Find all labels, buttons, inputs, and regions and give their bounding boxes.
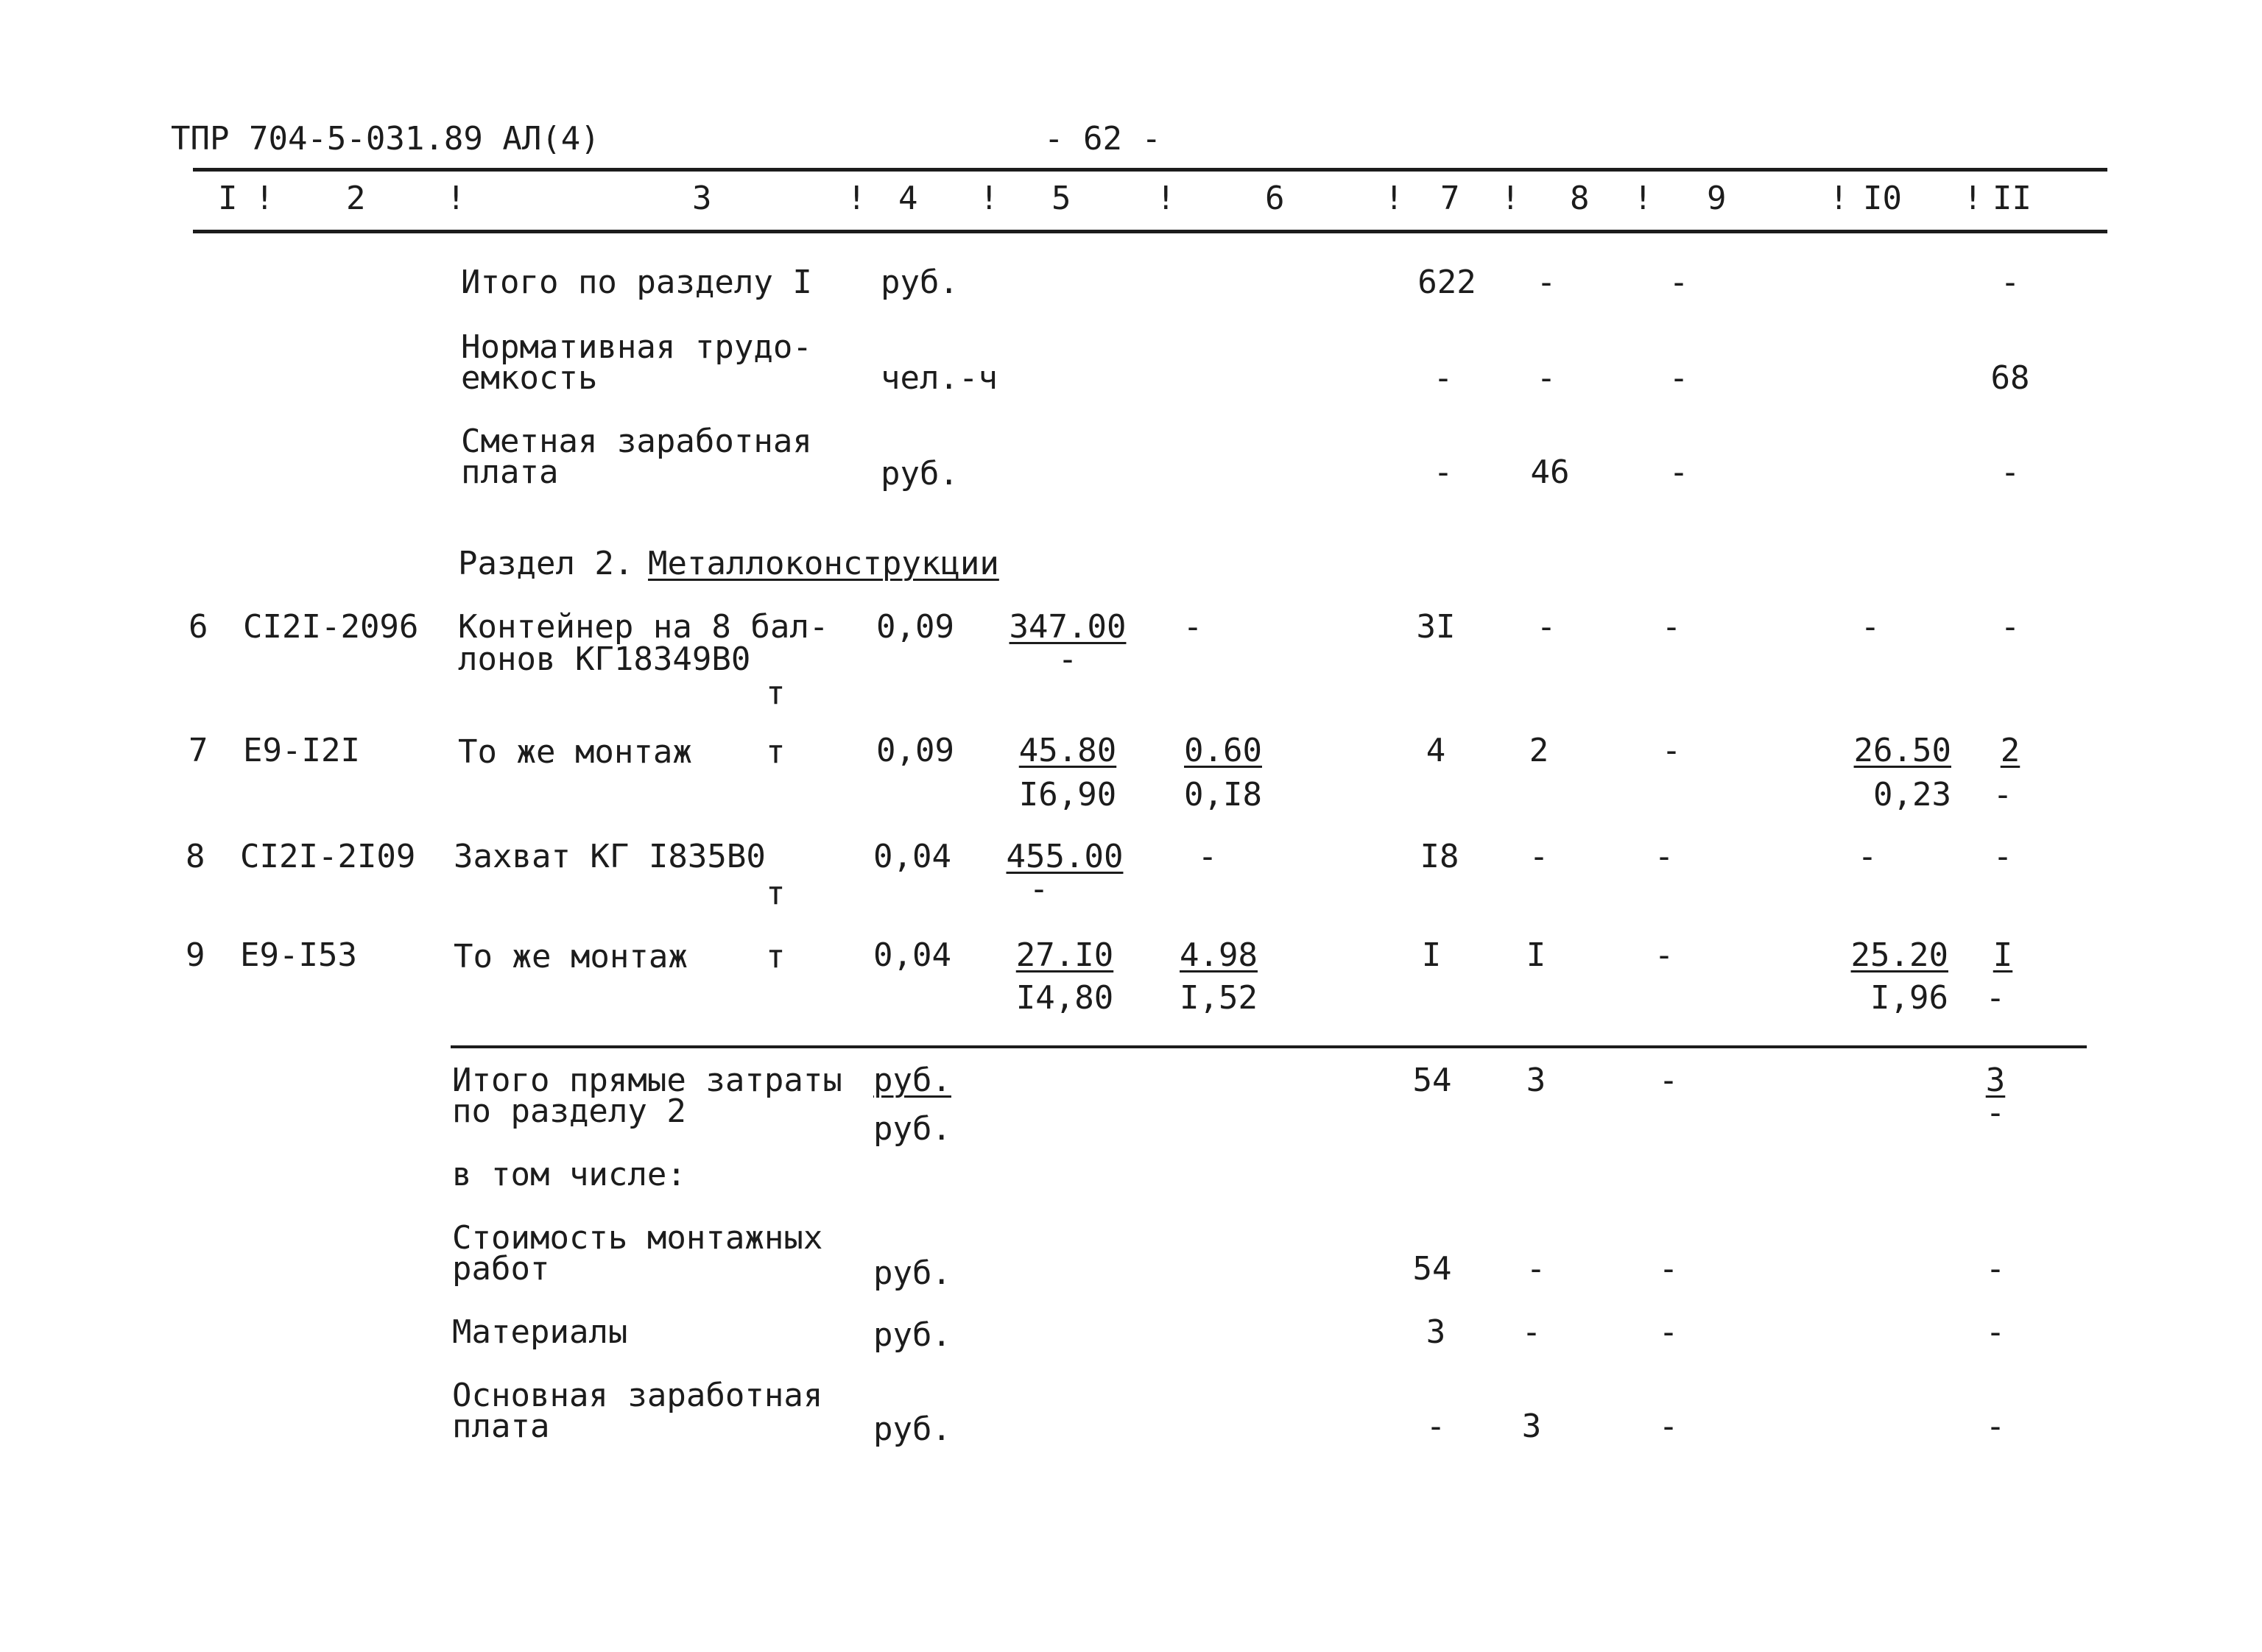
col8-value: 3 xyxy=(1526,1062,1546,1099)
col7-value: - xyxy=(1433,359,1454,397)
quantity: 0,09 xyxy=(876,732,954,769)
column-separator: ! xyxy=(255,180,275,217)
col11-bottom: - xyxy=(1993,776,2013,813)
col8-value: - xyxy=(1536,608,1557,646)
col11-bottom: - xyxy=(1985,1094,2006,1132)
item-name: То же монтаж xyxy=(458,733,692,771)
col5-bottom: - xyxy=(1029,870,1049,908)
item-name-cont: по разделу 2 xyxy=(452,1092,686,1130)
col8-value: I xyxy=(1526,936,1546,974)
col11-value: - xyxy=(2000,453,2020,491)
unit: чел.-ч xyxy=(881,359,998,397)
item-name-cont: плата xyxy=(452,1408,550,1445)
col9-value: - xyxy=(1658,1062,1679,1099)
col7-value: 4 xyxy=(1426,732,1446,769)
quantity: 0,04 xyxy=(873,838,951,875)
column-number-2: 2 xyxy=(346,180,366,217)
column-separator: ! xyxy=(1384,180,1404,217)
col7-value: I8 xyxy=(1420,838,1459,875)
including-label: в том числе: xyxy=(452,1156,686,1193)
col11-value: - xyxy=(1985,1408,2006,1445)
column-number-8: 8 xyxy=(1570,180,1590,217)
column-number-11: II xyxy=(1993,180,2032,217)
column-separator: ! xyxy=(1501,180,1521,217)
col9-value: - xyxy=(1669,264,1689,301)
col11-top: - xyxy=(1993,838,2013,875)
unit: руб. xyxy=(873,1411,951,1448)
unit: т xyxy=(766,733,786,771)
col7-value: - xyxy=(1426,1408,1446,1445)
col10-top: 26.50 xyxy=(1853,732,1951,769)
row-number: 7 xyxy=(188,732,208,769)
item-name: Контейнер на 8 бал- xyxy=(458,608,829,646)
unit: т xyxy=(766,674,786,712)
row-number: 6 xyxy=(188,608,208,646)
item-name: Итого прямые затраты xyxy=(452,1062,842,1099)
item-name: Сметная заработная xyxy=(461,423,812,460)
col5-bottom: I4,80 xyxy=(1015,979,1114,1017)
item-name: Основная заработная xyxy=(452,1377,823,1414)
col8-value: 46 xyxy=(1530,453,1570,491)
column-separator: ! xyxy=(979,180,999,217)
col6-bottom: I,52 xyxy=(1180,979,1258,1017)
col9-value: - xyxy=(1658,1313,1679,1351)
document-code: ТПР 704-5-031.89 АЛ(4) xyxy=(171,120,600,158)
col5-bottom: I6,90 xyxy=(1018,776,1117,813)
section-prefix: Раздел 2. xyxy=(458,545,634,582)
column-separator: ! xyxy=(446,180,466,217)
item-name: Стоимость монтажных xyxy=(452,1219,823,1257)
unit-top: руб. xyxy=(873,1062,951,1099)
item-name: Материалы xyxy=(452,1313,628,1351)
column-separator: ! xyxy=(1156,180,1176,217)
col11-top: - xyxy=(2000,608,2020,646)
header-bottom-rule xyxy=(193,230,2107,233)
unit: руб. xyxy=(873,1316,951,1354)
col5-top: 27.I0 xyxy=(1015,936,1114,974)
rate-code: CI2I-2096 xyxy=(243,608,419,646)
column-separator: ! xyxy=(847,180,867,217)
col10-bottom: 0,23 xyxy=(1873,776,1951,813)
col8-value: - xyxy=(1521,1313,1542,1351)
col7-value: 54 xyxy=(1412,1250,1452,1288)
col10-top: 25.20 xyxy=(1850,936,1948,974)
row-number: 8 xyxy=(186,838,205,875)
col9-value: - xyxy=(1661,608,1682,646)
col8-value: - xyxy=(1529,838,1549,875)
col11-bottom: - xyxy=(1985,979,2006,1017)
column-number-10: I0 xyxy=(1863,180,1902,217)
col7-value: 3 xyxy=(1426,1313,1446,1351)
row-number: 9 xyxy=(186,936,205,974)
page-number: - 62 - xyxy=(1044,120,1161,158)
unit: руб. xyxy=(881,264,959,301)
col11-value: - xyxy=(2000,264,2020,301)
col8-value: - xyxy=(1526,1250,1546,1288)
col7-value: 54 xyxy=(1412,1062,1452,1099)
col7-value: 3I xyxy=(1416,608,1456,646)
column-number-4: 4 xyxy=(898,180,918,217)
col6-top: - xyxy=(1197,838,1218,875)
column-number-7: 7 xyxy=(1440,180,1460,217)
col9-value: - xyxy=(1658,1408,1679,1445)
col5-bottom: - xyxy=(1057,640,1078,678)
rate-code: E9-I53 xyxy=(240,936,357,974)
col7-value: 622 xyxy=(1417,264,1476,301)
col10-top: - xyxy=(1857,838,1878,875)
col5-top: 45.80 xyxy=(1018,732,1117,769)
col8-value: - xyxy=(1536,359,1557,397)
rate-code: CI2I-2I09 xyxy=(240,838,416,875)
col8-value: - xyxy=(1536,264,1557,301)
item-name-cont: лонов КГ18349В0 xyxy=(458,640,751,678)
rate-code: E9-I2I xyxy=(243,732,360,769)
col11-top: I xyxy=(1993,936,2013,974)
col9-value: - xyxy=(1661,732,1682,769)
section2-totals-rule xyxy=(451,1045,2087,1048)
col11-value: - xyxy=(1985,1313,2006,1351)
item-name-cont: плата xyxy=(461,453,559,491)
col10-top: - xyxy=(1860,608,1881,646)
col9-value: - xyxy=(1654,936,1674,974)
column-separator: ! xyxy=(1963,180,1983,217)
quantity: 0,04 xyxy=(873,936,951,974)
col10-bottom: I,96 xyxy=(1870,979,1948,1017)
column-number-6: 6 xyxy=(1265,180,1285,217)
column-separator: ! xyxy=(1633,180,1653,217)
item-name: То же монтаж xyxy=(454,938,688,975)
item-name: Захват КГ I835В0 xyxy=(454,838,766,875)
unit: т xyxy=(766,875,786,912)
col9-value: - xyxy=(1654,838,1674,875)
column-number-1: I xyxy=(218,180,238,217)
quantity: 0,09 xyxy=(876,608,954,646)
col9-value: - xyxy=(1669,359,1689,397)
col11-top: 3 xyxy=(1985,1062,2006,1099)
column-separator: ! xyxy=(1829,180,1849,217)
header-top-rule xyxy=(193,168,2107,172)
col7-value: I xyxy=(1421,936,1442,974)
col6-top: - xyxy=(1183,608,1203,646)
col6-bottom: 0,I8 xyxy=(1184,776,1262,813)
col5-top: 455.00 xyxy=(1006,838,1124,875)
item-name-cont: работ xyxy=(452,1250,550,1288)
column-number-9: 9 xyxy=(1707,180,1727,217)
col11-value: - xyxy=(1985,1250,2006,1288)
section-title: Металлоконструкции xyxy=(648,545,999,582)
column-number-3: 3 xyxy=(692,180,712,217)
col5-top: 347.00 xyxy=(1009,608,1127,646)
col6-top: 0.60 xyxy=(1184,732,1262,769)
item-name-cont: емкость xyxy=(461,359,598,397)
col8-value: 3 xyxy=(1521,1408,1542,1445)
col6-top: 4.98 xyxy=(1180,936,1258,974)
col7-value: - xyxy=(1433,453,1454,491)
unit-bottom: руб. xyxy=(873,1110,951,1148)
col9-value: - xyxy=(1658,1250,1679,1288)
item-name: Нормативная трудо- xyxy=(461,328,812,366)
unit: т xyxy=(766,938,786,975)
item-name: Итого по разделу I xyxy=(461,264,812,301)
col8-value: 2 xyxy=(1529,732,1549,769)
unit: руб. xyxy=(873,1254,951,1292)
column-number-5: 5 xyxy=(1051,180,1071,217)
col9-value: - xyxy=(1669,453,1689,491)
unit: руб. xyxy=(881,455,959,493)
col11-top: 2 xyxy=(2000,732,2020,769)
col11-value: 68 xyxy=(1990,359,2030,397)
